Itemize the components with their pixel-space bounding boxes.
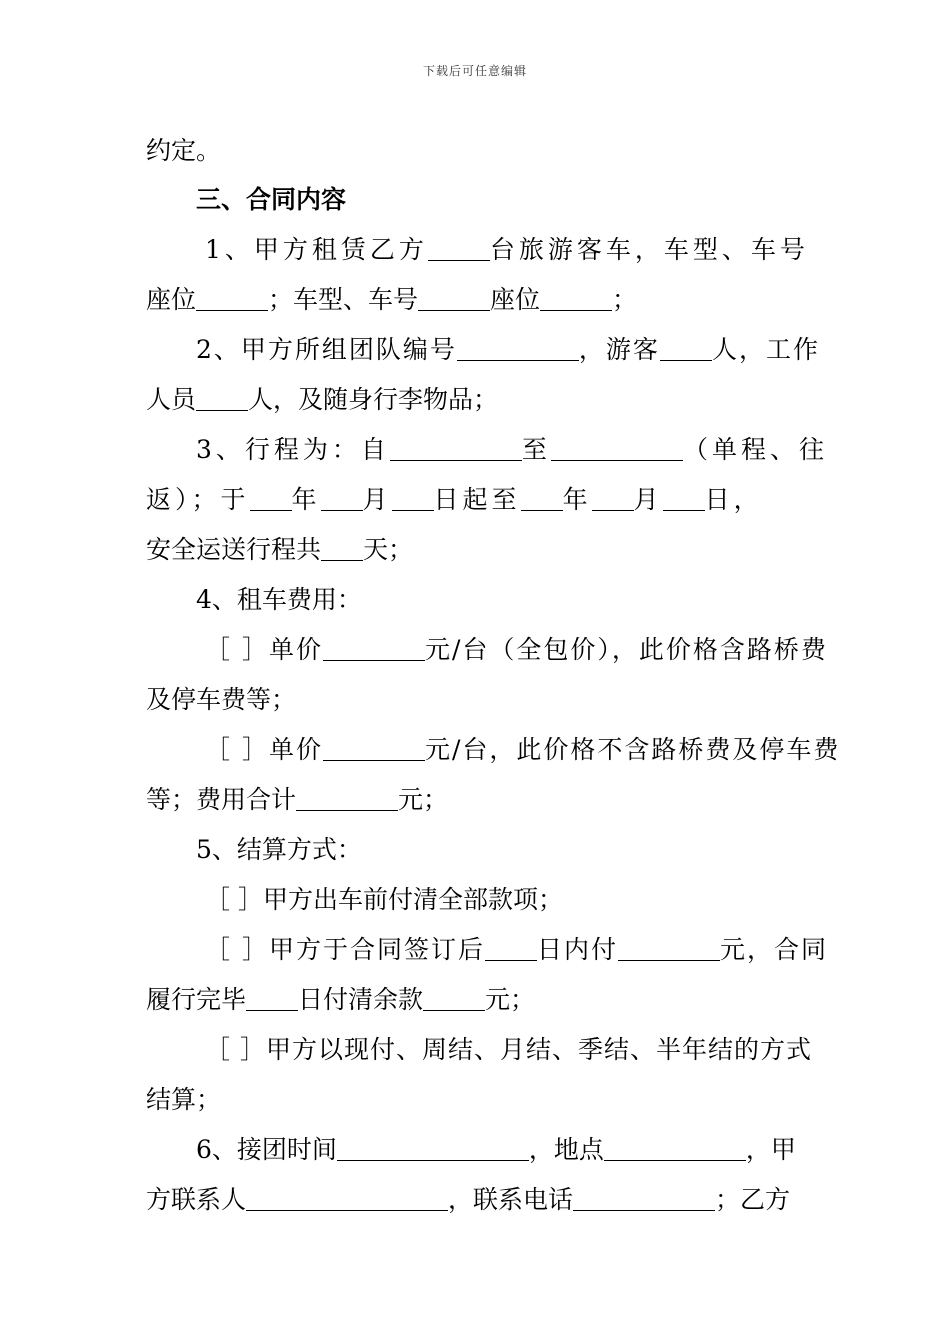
blank-field[interactable] xyxy=(296,786,398,811)
blank-field[interactable] xyxy=(521,486,563,511)
blank-field[interactable] xyxy=(660,336,712,361)
blank-field[interactable] xyxy=(321,536,363,561)
clause-1-line-1: 1、甲方租赁乙方 台旅游客车，车型、车号 xyxy=(205,235,809,264)
clause-5b-line-2: 履行完毕 日付清余款 元； xyxy=(146,985,536,1014)
blank-field[interactable] xyxy=(323,636,425,661)
section-heading: 三、合同内容 xyxy=(196,185,347,214)
clause-4a-line-1: ［ ］单价 元/台（全包价），此价格含路桥费 xyxy=(205,635,828,664)
blank-field[interactable] xyxy=(321,486,363,511)
clause-4-title: 4、租车费用： xyxy=(196,585,362,614)
blank-field[interactable] xyxy=(428,236,490,261)
clause-5a: ［ ］甲方出车前付清全部款项； xyxy=(205,885,563,914)
blank-field[interactable] xyxy=(337,1136,529,1161)
clause-4b-line-2: 等；费用合计 元； xyxy=(146,785,449,814)
clause-2-line-1: 2、甲方所组团队编号 ，游客 人，工作 xyxy=(196,335,820,364)
blank-field[interactable] xyxy=(551,436,683,461)
blank-field[interactable] xyxy=(250,486,292,511)
text-line: 约定。 xyxy=(146,136,222,165)
blank-field[interactable] xyxy=(418,286,490,311)
blank-field[interactable] xyxy=(196,286,268,311)
clause-2-line-2: 人员 人，及随身行李物品； xyxy=(146,385,499,414)
blank-field[interactable] xyxy=(592,486,634,511)
blank-field[interactable] xyxy=(485,936,537,961)
blank-field[interactable] xyxy=(423,986,485,1011)
blank-field[interactable] xyxy=(604,1136,746,1161)
blank-field[interactable] xyxy=(618,936,720,961)
blank-field[interactable] xyxy=(196,386,248,411)
clause-3-line-1: 3、行程为：自 至 （单程、往 xyxy=(196,435,828,464)
clause-1-line-2: 座位 ；车型、车号 座位 ； xyxy=(146,285,638,314)
blank-field[interactable] xyxy=(390,436,522,461)
page-header: 下载后可任意编辑 xyxy=(422,64,527,78)
clause-5-title: 5、结算方式： xyxy=(196,835,362,864)
clause-5c-line-2: 结算； xyxy=(146,1085,222,1114)
clause-5b-line-1: ［ ］甲方于合同签订后 日内付 元，合同 xyxy=(205,935,828,964)
blank-field[interactable] xyxy=(540,286,612,311)
clause-5c-line-1: ［ ］甲方以现付、周结、月结、季结、半年结的方式 xyxy=(205,1035,812,1064)
blank-field[interactable] xyxy=(323,736,425,761)
clause-4b-line-1: ［ ］单价 元/台，此价格不含路桥费及停车费 xyxy=(205,735,841,764)
clause-4a-line-2: 及停车费等； xyxy=(146,685,297,714)
blank-field[interactable] xyxy=(663,486,705,511)
blank-field[interactable] xyxy=(246,1186,448,1211)
blank-field[interactable] xyxy=(392,486,434,511)
clause-3-line-2: 返）；于 年 月 日起至 年 月 日， xyxy=(146,485,763,514)
clause-3-line-3: 安全运送行程共 天； xyxy=(146,535,414,564)
blank-field[interactable] xyxy=(246,986,298,1011)
clause-6-line-2: 方联系人 ，联系电话 ；乙方 xyxy=(146,1185,791,1214)
blank-field[interactable] xyxy=(573,1186,715,1211)
blank-field[interactable] xyxy=(457,336,579,361)
clause-6-line-1: 6、接团时间 ，地点 ，甲 xyxy=(196,1135,796,1164)
